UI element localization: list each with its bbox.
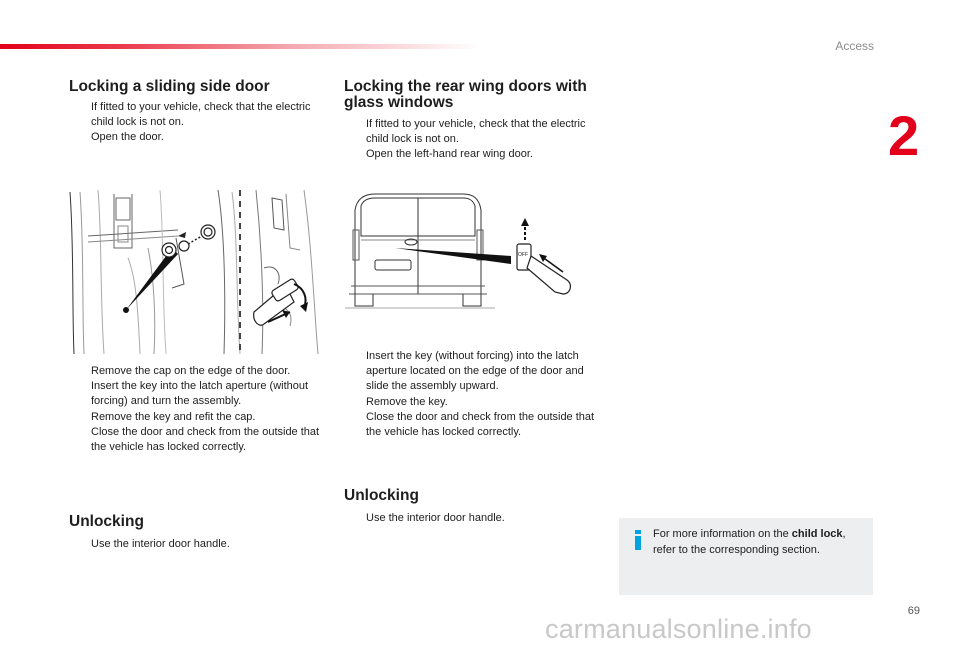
list-item: If fitted to your vehicle, check that the electric child lock is not on. — [91, 101, 311, 129]
list-item: Insert the key (without forcing) into the latch aperture located on the edge of the door and slide the assembly upward. — [366, 350, 584, 393]
list-item: If fitted to your vehicle, check that the electric child lock is not on. — [366, 118, 586, 146]
section-name: Access — [835, 39, 874, 53]
off-label: OFF — [518, 252, 528, 258]
right-intro-list — [344, 117, 599, 163]
info-box — [619, 518, 873, 595]
right-unlock-list — [344, 511, 599, 526]
watermark: carmanualsonline.info — [545, 614, 812, 644]
chapter-number: 2 — [888, 104, 920, 167]
left-intro-list — [69, 100, 324, 146]
list-item: Remove the cap on the edge of the door. — [91, 365, 291, 377]
left-unlock-title: Unlocking — [69, 513, 144, 530]
list-item: Remove the key. — [366, 395, 448, 408]
left-title: Locking a sliding side door — [69, 78, 270, 95]
left-unlock-list — [69, 537, 324, 552]
right-unlock-title: Unlocking — [344, 487, 419, 504]
rear-doors-illustration — [345, 190, 585, 315]
list-item: Use the interior door handle. — [366, 512, 505, 524]
list-item: Remove the key and refit the cap. — [91, 410, 256, 423]
page-number: 69 — [907, 605, 920, 617]
header-accent-bar — [0, 44, 480, 49]
right-title: Locking the rear wing doors with glass windows — [344, 78, 587, 111]
list-item: Close the door and check from the outside that the vehicle has locked correctly. — [366, 410, 595, 439]
child-lock-link-text: child lock — [791, 528, 843, 540]
left-steps-list — [69, 364, 327, 455]
info-text: For more information on the child lock, refer to the corresponding section. — [653, 528, 846, 556]
list-item: Open the left-hand rear wing door. — [366, 148, 533, 161]
list-item: Close the door and check from the outside that the vehicle has locked correctly. — [91, 425, 320, 454]
list-item: Open the door. — [91, 131, 164, 144]
sliding-door-illustration — [68, 188, 323, 356]
list-item: Use the interior door handle. — [91, 538, 230, 550]
right-steps-list — [344, 349, 599, 440]
info-icon — [632, 530, 644, 550]
list-item: Insert the key into the latch aperture (without forcing) and turn the assembly. — [91, 380, 309, 408]
